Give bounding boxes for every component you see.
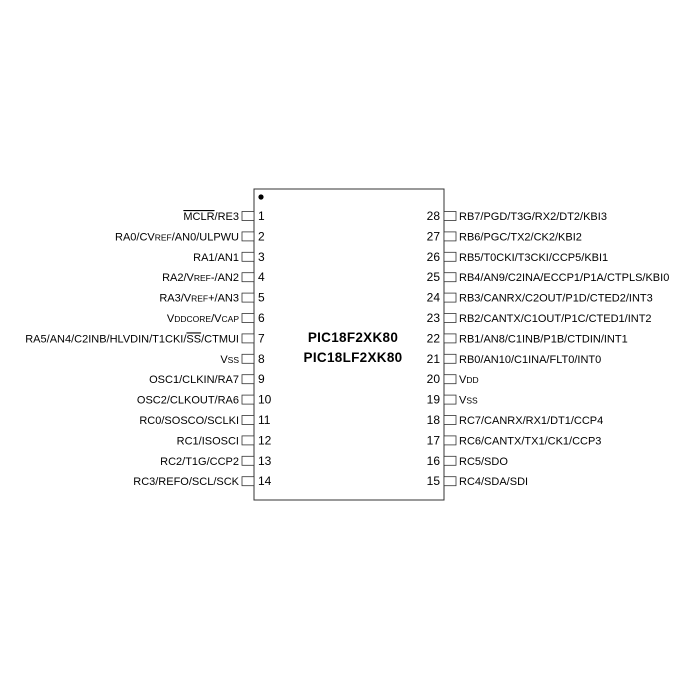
pin-lead [242,395,254,404]
pin-25 [427,270,670,284]
pin-lead [242,212,254,221]
pin-label [459,415,603,427]
pin-number: 19 [426,392,440,407]
pin-label-part: RC4/SDA/SDI [459,476,529,489]
pin-label [459,374,479,386]
pin-label-part: V [459,394,467,407]
pin-label-part: V [220,353,228,366]
pin-27 [427,229,582,243]
pin-23 [427,311,652,325]
pin-label [459,211,607,223]
pin-number: 3 [258,249,265,264]
pin-label [183,211,239,223]
pin-number: 1 [258,209,265,223]
pin-number: 26 [426,249,440,264]
pin-label-part: RB3/CANRX/C2OUT/P1D/CTED2/INT3 [459,292,653,305]
pin-label-part: CAP [221,314,239,324]
pin-number: 25 [426,270,440,285]
pin-label [459,456,508,468]
pin-lead [242,436,254,445]
pin-18 [427,413,604,427]
pin-label-part: RB1/AN8/C1INB/P1B/CTDIN/INT1 [459,333,628,346]
pin-number: 22 [426,331,440,346]
pin-8 [220,352,265,366]
pin-19 [427,393,478,407]
pin-12 [177,433,272,447]
pin-number: 4 [258,270,265,285]
pin-lead [242,477,254,486]
pin-2 [115,229,265,243]
pin-label [459,272,669,284]
pin-lead [444,375,456,384]
pin-10 [137,393,272,407]
pin-lead [444,252,456,261]
pin1-marker-dot [258,194,263,199]
pin-label-part: RB0/AN10/C1INA/FLT0/INT0 [459,353,602,366]
pin-1 [183,209,265,223]
pin-number: 23 [426,311,440,325]
pin-label-part: SS [227,354,239,365]
pin-lead [242,334,254,343]
pin-label-part: MCLR [183,211,215,223]
pin-label-part: /V [211,313,222,325]
pin-label [177,435,239,447]
pin-label [459,231,582,243]
pin-lead [242,232,254,241]
pin-lead [242,375,254,384]
pin-number: 5 [258,290,265,305]
pin-14 [133,474,271,488]
pin-number: 8 [258,351,265,366]
pin-label-part: RB6/PGC/TX2/CK2/KBI2 [459,231,582,244]
pin-5 [159,291,265,305]
pin-label-part: REF [191,293,209,304]
pin-label [220,354,239,366]
pin-number: 14 [258,474,272,489]
pin-number: 11 [258,413,271,427]
pin-lead [444,477,456,486]
pin-number: 9 [258,372,265,387]
pin-number: 12 [258,433,272,448]
pin-label-part: RB4/AN9/C2INA/ECCP1/P1A/CTPLS/KBI0 [459,272,670,285]
pin-lead [444,456,456,465]
pin-9 [149,372,265,386]
pin-number: 20 [426,372,440,387]
pin-label [137,395,239,407]
pin-lead [242,416,254,425]
pin-label [459,313,652,325]
pin-label-part: RC1/ISOSCI [176,435,239,448]
pin-label-part: DD [466,375,479,386]
pin-label [459,252,608,264]
pin-number: 24 [426,290,440,305]
pin-number: 13 [258,453,272,468]
pin-label [459,293,653,305]
pin-lead [444,416,456,425]
pin-label-part: RA1/AN1 [193,251,239,264]
pin-label-part: RC6/CANTX/TX1/CK1/CCP3 [459,435,602,448]
pin-number: 27 [426,229,440,244]
pin-label-part: RA2/V [162,272,194,285]
pin-lead [242,354,254,363]
pin-lead [242,273,254,282]
pin-label [193,252,239,264]
pin-label-part: RA5/AN4/C2INB/HLVDIN/T1CKI/ [25,333,187,346]
pin-lead [444,314,456,323]
pin-lead [444,273,456,282]
pin-11 [139,413,270,427]
pin-7 [25,331,265,345]
pin-label-part: OSC1/CLKIN/RA7 [149,374,239,387]
pin-lead [444,354,456,363]
pin-lead [444,334,456,343]
pin-label [139,415,239,427]
pin-label-part: RC3/REFO/SCL/SCK [133,476,239,489]
pin-lead [444,436,456,445]
pin-label-part: -/AN2 [210,272,239,285]
pin-label-part: RC2/T1G/CCP2 [160,455,239,468]
chip-name-1: PIC18F2XK80 [307,330,399,345]
pin-label-part: V [459,374,467,387]
pin-lead [444,212,456,221]
pin-label-part: OSC2/CLKOUT/RA6 [136,394,239,407]
pin-label-part: RB5/T0CKI/T3CKI/CCP5/KBI1 [459,251,609,264]
pin-number: 15 [426,474,440,489]
pin-16 [427,454,509,468]
pin-label-part: RB2/CANTX/C1OUT/P1C/CTED1/INT2 [459,313,652,325]
pin-lead [242,314,254,323]
pin-label [160,456,239,468]
pin-20 [427,372,479,386]
pin-label-part: RA3/V [159,292,192,305]
pin-number: 21 [426,351,440,366]
pin-label-part: REF [193,273,211,284]
pin-number: 6 [258,311,265,325]
pin-label-part: SS [186,333,202,346]
pin-label-part: /AN0/ULPWU [171,231,239,244]
pin-label [459,435,601,447]
pin-number: 7 [258,331,265,346]
pin-label-part: SS [466,395,478,406]
pin-label-part: RC7/CANRX/RX1/DT1/CCP4 [459,415,604,427]
pin-26 [427,250,609,264]
pin-label [459,395,478,407]
pin-number: 2 [258,229,265,244]
pin-label [149,374,239,386]
pin-label-part: RB7/PGD/T3G/RX2/DT2/KBI3 [459,211,607,223]
pin-label-part: RC5/SDO [459,455,508,468]
pin-label-part: V [166,313,175,325]
pin-label [459,333,628,345]
pin-number: 18 [426,413,440,427]
pin-17 [427,433,602,447]
pin-label [459,476,528,488]
pin-label [167,313,239,325]
pin-number: 10 [258,392,272,407]
pin-label-part: RC0/SOSCO/SCLKI [139,415,239,427]
pin-24 [427,291,653,305]
pin-label [159,293,239,305]
pin-lead [444,395,456,404]
pin-number: 16 [426,453,440,468]
pin-lead [444,293,456,302]
pin-label-part: /RE3 [214,211,239,223]
chip-name-2: PIC18LF2XK80 [303,350,403,365]
pin-label-part: DDCORE [174,314,212,324]
pin-label-part: REF [154,232,172,243]
pin-label [133,476,239,488]
pin-lead [444,232,456,241]
pin-label [115,231,239,243]
pin-label [25,333,239,345]
pin-label-part: /CTMUI [201,333,239,346]
pin-number: 17 [426,433,440,448]
pin-number: 28 [426,209,440,223]
pin-4 [162,270,265,284]
pin-lead [242,293,254,302]
pin-6 [167,311,265,325]
pin-label-part: RA0/CV [115,231,155,244]
pin-lead [242,252,254,261]
pin-28 [427,209,607,223]
pin-21 [427,352,602,366]
pin-22 [427,331,628,345]
pin-lead [242,456,254,465]
pin-label [162,272,239,284]
pin-label-part: +/AN3 [208,292,239,305]
pin-label [459,354,601,366]
